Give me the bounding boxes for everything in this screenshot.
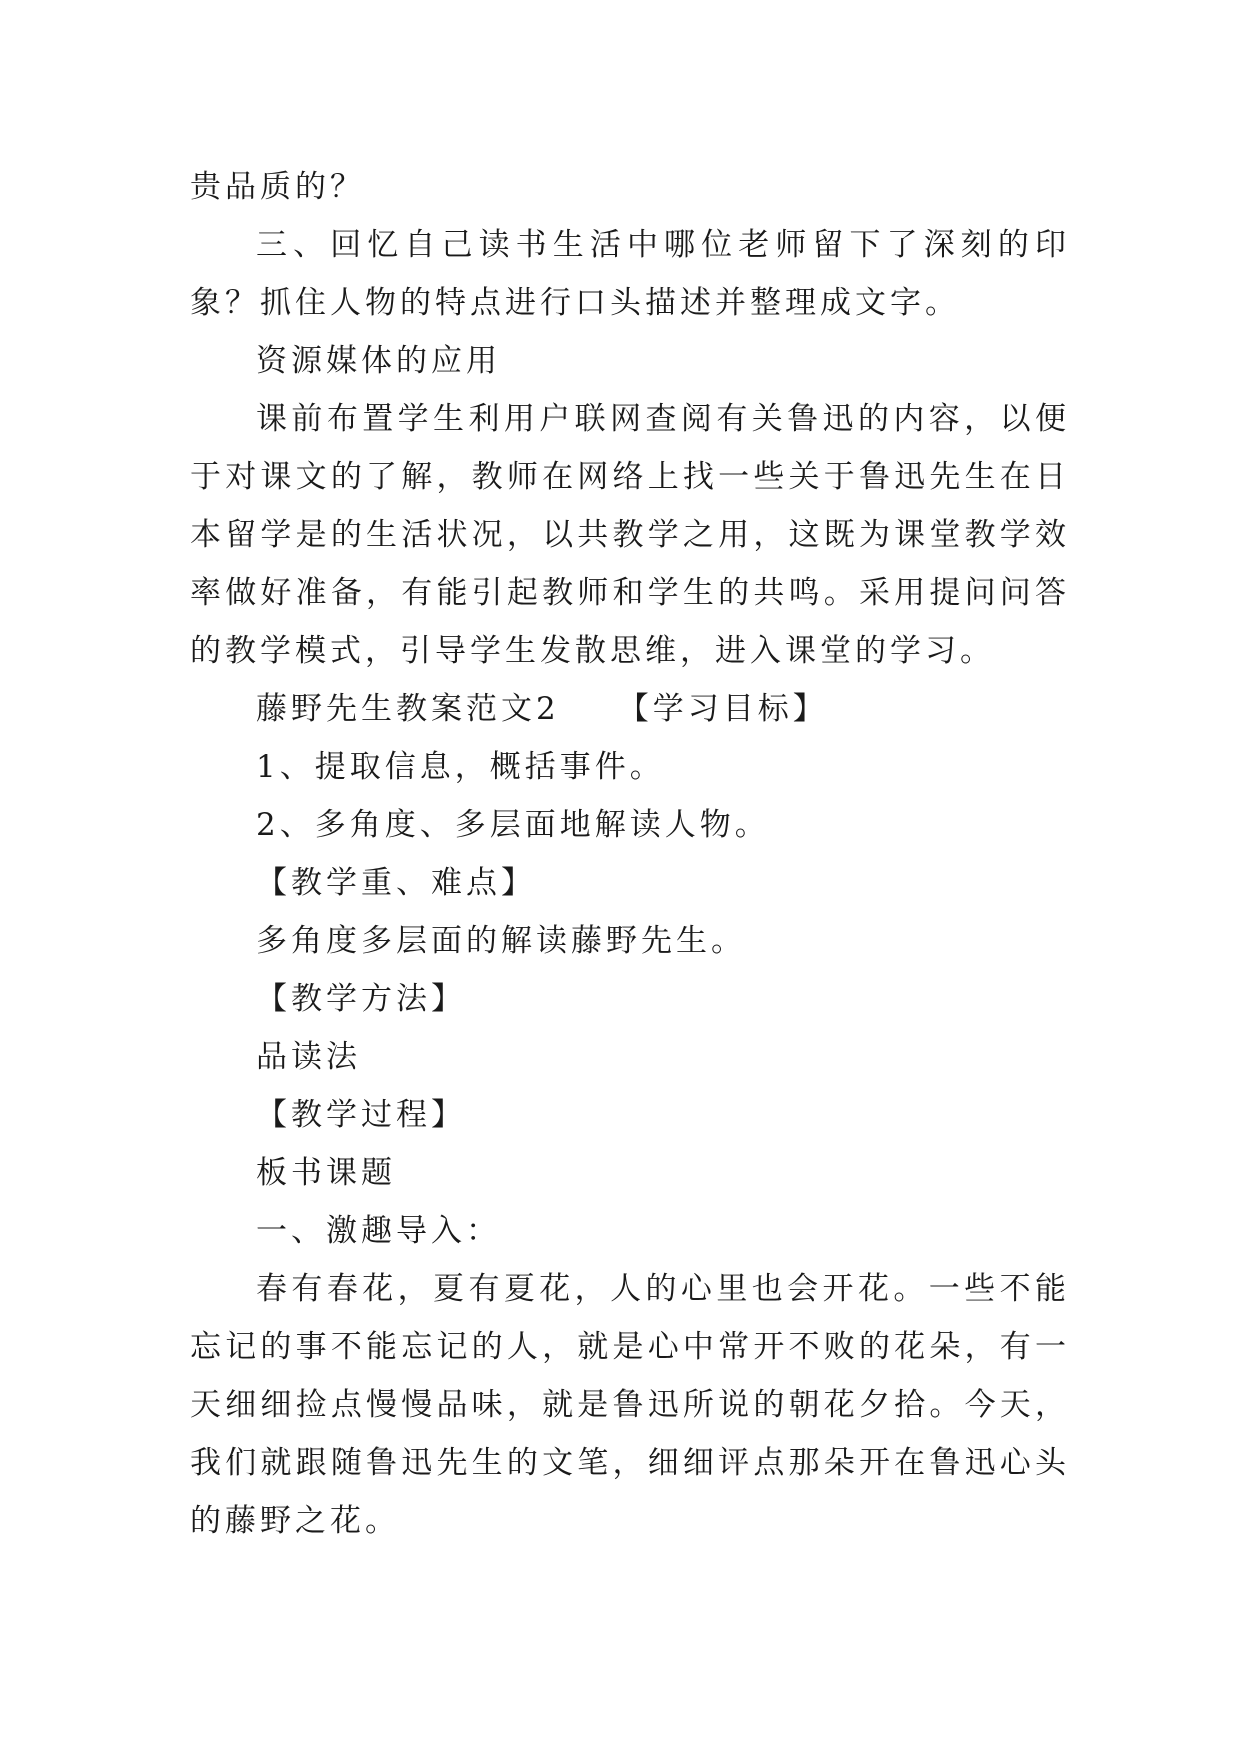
paragraph-4: 课前布置学生利用户联网查阅有关鲁迅的内容，以便于对课文的了解，教师在网络上找一些关于鲁迅先生在日本留学是的生活状况，以共教学之用，这既为课堂教学效率做好准备，有能引起教师和学生的共鸣。采用提问问答的教学模式，引导学生发散思维，进入课堂的学习。 <box>190 401 1070 669</box>
section-heading-media: 资源媒体的应用 <box>256 343 501 379</box>
methods-heading: 【教学方法】 <box>256 981 466 1017</box>
goal-item-1: 1、提取信息，概括事件。 <box>256 749 665 785</box>
document-body <box>190 158 1070 1550</box>
paragraph-2: 三、回忆自己读书生活中哪位老师留下了深刻的印象？抓住人物的特点进行口头描述并整理成文字。 <box>190 227 1070 321</box>
intro-heading: 一、激趣导入： <box>256 1213 501 1249</box>
paragraph-1: 贵品质的？ <box>190 169 365 205</box>
key-points-heading: 【教学重、难点】 <box>256 865 536 901</box>
intro-paragraph: 春有春花，夏有夏花，人的心里也会开花。一些不能忘记的事不能忘记的人，就是心中常开不败的花朵，有一天细细捡点慢慢品味，就是鲁迅所说的朝花夕拾。今天，我们就跟随鲁迅先生的文笔，细细评点那朵开在鲁迅心头的藤野之花。 <box>190 1271 1070 1539</box>
learning-goals-heading: 【学习目标】 <box>617 691 828 727</box>
lesson-title-line <box>190 680 1070 738</box>
goal-item-2: 2、多角度、多层面地解读人物。 <box>256 807 770 843</box>
process-step-title: 板书课题 <box>256 1155 396 1191</box>
methods-text: 品读法 <box>256 1039 361 1075</box>
key-points-text: 多角度多层面的解读藤野先生。 <box>256 923 746 959</box>
lesson-title: 藤野先生教案范文2 <box>256 691 560 727</box>
process-heading: 【教学过程】 <box>256 1097 466 1133</box>
